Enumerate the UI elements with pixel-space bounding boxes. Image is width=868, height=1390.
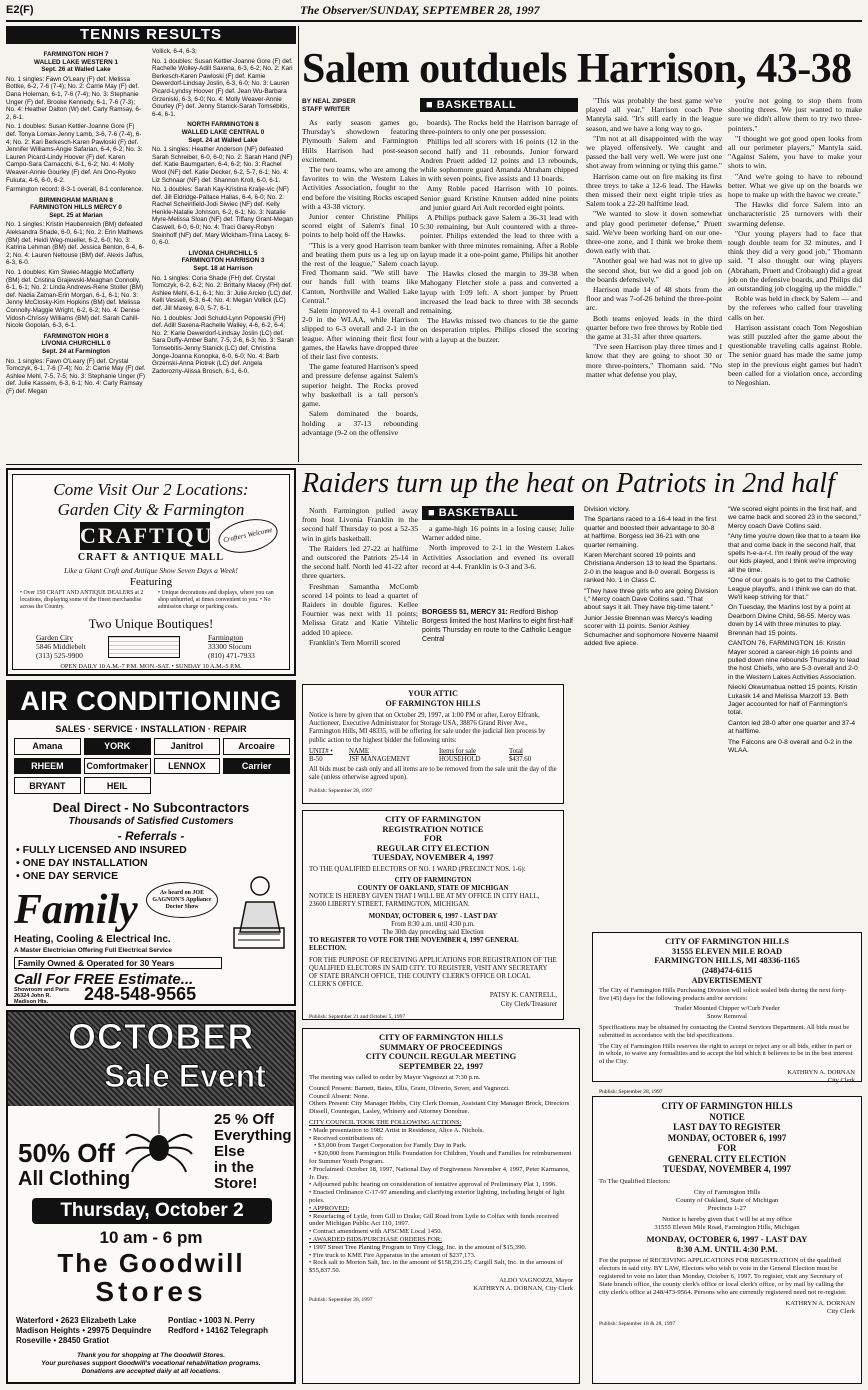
air-master: A Master Electrician Offering Full Electrical Service — [14, 947, 172, 954]
tennis-result-paragraph: No. 1 doubles: Susan Kettler-Joanne Gore (F) def. Rachelle Wolley-Adill Saxena, 6-3, 6-2; No. 2: Kari Berkesch-Karen Pawloski (F) def. Kamie Dewerdorf-Lindsay Joslin, 6-3, 6-0; No. 3: Lauren Picard-Lyndsy Hoover (F) def. Jean Wu-Barbara Grzeniski, 6-3, 6-0; No. 4: Molly Weaver-Annie Gourley (F) def. Jenny Stanick-Sarah Tomsebitis, 6-4, 6-1. — [152, 57, 293, 118]
reg2-publish: Publish: September 18 & 28, 1997 — [599, 1320, 676, 1327]
council-action-item: • Adjourned public hearing on consideration of tentative approval of Preliminary Plat 1, 1996. — [309, 1181, 557, 1189]
story1-paragraph: Salem dominated the boards, holding a 37-13 rebounding advantage (9-2 on the offensive — [302, 409, 418, 437]
craftique-feature-1: • Over 150 CRAFT AND ANTIQUE DEALERS at 2 locations, displaying some of the finest merchandise across the Country. — [20, 590, 144, 610]
story1-column-3 — [586, 96, 722, 462]
story1-paragraph: "And we're going to have to rebound better. What we give up on the boards we hope to make up with the havoc we create." — [728, 171, 862, 200]
council-absent: Council Absent: None. — [309, 1092, 370, 1100]
air-bullets — [16, 844, 187, 883]
loc1-address: 5846 Middlebelt — [36, 642, 86, 651]
air-conditioning-ad — [6, 680, 296, 1006]
story1-byline: BY NEAL ZIPSER STAFF WRITER — [302, 98, 356, 113]
tennis-result-paragraph: No. 1 doubles: Susan Kettler-Joanne Gore (F) def. Tonya Lomax-Jenny Lamb, 3-6, 7-6 (7-4), 6-4; No. 2: Kari Berkesch-Karen Pawloski (F) def. Jennifer Williams-Angie Safarian, 6-4, 6-2; No. 3: Lauren Picard-Lindy Hoover (F) def. Karen Campo-Sara Carnacchi, 6-1, 6-2; No. 4: Molly Weaver-Annie Gourley (F) def. Ani Ono-Ryoko Fukuta, 4-6, 6-0, 6-2. — [6, 123, 143, 184]
story1-section-tag: ■ BASKETBALL — [420, 98, 578, 112]
story2-paragraph: "We scored eight points in the first half, and we came back and scored 23 in the second," Mercy coach Dave Collins said. — [728, 506, 861, 530]
craftique-featuring: Featuring — [129, 576, 173, 588]
story2-paragraph: a game-high 16 points in a losing cause; Julie Warner added nine. — [422, 524, 574, 543]
air-bullet: • ONE DAY INSTALLATION — [16, 857, 148, 869]
story2-paragraph: North improved to 2-1 in the Western Lakes Activities Association and evened its overall record at 4-4. Franklin is 0-3 and 3-6. — [422, 543, 574, 571]
council-took: CITY COUNCIL TOOK THE FOLLOWING ACTIONS: — [309, 1118, 462, 1126]
air-family-logo: Family — [14, 887, 138, 933]
tennis-result-paragraph: No. 1 doubles: Kim Siwiec-Maggie McCafferty (BM) def. Cristina Grajewski-Meaghan Connolly, 6-1, 6-1; No. 2: Linda Andrews-Rene Stoller (BM) def. Nadia Zaman-Erin Morgan, 6-1, 6-1; No. 3: Jenny McClosky-Kim Hopkins (BM) def. Melissa Connolly-Maggie Wright, 6-2, 6-2; No. 4: Denise Vidosh-Chrissy Williams (BM) def. Sarah Cahill-Nicole Gopolan, 6-3, 6-1. — [6, 269, 144, 330]
council-action-item: • APPROVED: — [309, 1204, 350, 1212]
goodwill-50-off: 50% Off — [18, 1138, 115, 1168]
goodwill-25-off: 25 % Off Everything Else in the Store! — [214, 1111, 292, 1192]
bid-body-2: Specifications may be obtained by contacting the Central Services Department. All bids must be submitted in accordance with the bid specifications. — [599, 1023, 850, 1039]
council-action-item: • Fire truck to KME Fire Apparatus in the amount of $237,173. — [309, 1251, 476, 1259]
masthead-rule — [6, 20, 862, 22]
story1-paragraph: "I'm not at all disappointed with the way we played offensively. We caught and passed the ball very well. We were just one shot away from winning or tying this game." — [586, 133, 722, 171]
goodwill-locations-right: Pontiac • 1003 N. Perry Redford • 14162 Telegraph — [168, 1316, 269, 1335]
story1-paragraph: "Another goal we had was not to give up the second shot, but we did a good job on the boards defensively." — [586, 256, 722, 284]
notice-last-day-register — [592, 1096, 862, 1384]
tennis-result-paragraph: No. 1 doubles: Jodi Schuld-Lynn Popowski (FH) def. Adill Saxena-Rachelle Walley, 4-6, 6-2, 6-4; No. 2: Karie Dewerdorf-Lindsay Joslin (LC) def. Sara Duffy-Amber Bahr, 7-5, 2-6, 6-3; No. 3: Sarah Tomsebitis-Jenny Stanick (LC) def. Christina Jonge-Joanna Konopka, 6-0, 6-0; No. 4: Barb Grzenski-Anna Piotrek (LC) def. Angela Zadorozny-Alissa Brosch, 6-1, 6-0. — [152, 314, 294, 375]
map-graphic — [108, 636, 180, 658]
brand-logos — [14, 738, 290, 794]
tennis-title: TENNIS RESULTS — [6, 26, 296, 44]
story1-paragraph: Amy Roble paced Harrison with 10 points. Senior guard Kristine Knutsen added nine points and junior guard Ari Ault recorded eight points. — [420, 184, 578, 212]
tennis-result-paragraph: Farmington record: 8-3-1 overall, 8-1 conference. — [6, 186, 144, 194]
story1-column-2 — [420, 118, 578, 460]
notice-council-summary — [302, 1028, 580, 1384]
council-called: The meeting was called to order by Mayor Vagnozzi at 7:30 p.m. — [309, 1074, 481, 1081]
story2-borgess — [422, 608, 574, 682]
attic-col-items: Items for sale — [439, 747, 476, 755]
bid-body-3: The City of Farmington Hills reserves the right to accept or reject any or all bids, either in part or in whole, to waive any formalities and to accept the bid which it believes to be in the best interest of the City. — [599, 1042, 853, 1066]
attic-table-header — [309, 748, 557, 756]
air-thousands: Thousands of Satisfied Customers — [68, 816, 234, 827]
craftique-sub: CRAFT & ANTIQUE MALL — [77, 552, 225, 563]
notice-your-attic — [302, 684, 564, 804]
reg1-date: MONDAY, OCTOBER 6, 1997 - LAST DAY — [368, 912, 498, 920]
air-bullet: • ONE DAY SERVICE — [16, 870, 119, 882]
story1-paragraph: Harrison made 14 of 48 shots from the floor and was 7-of-26 behind the three-point arc. — [586, 285, 722, 313]
goodwill-ad — [6, 1010, 296, 1384]
loc2-name: Farmington — [208, 633, 243, 642]
story1-paragraph: "Our young players had to face that tough double team for 32 minutes, and I think they did a very good job," Thomann said. "I also thought our wing players (Abraham, Pruett and Crobaugh) did a great job on the defensive boards, and Philips did an outstanding job clogging up the middle." — [728, 228, 862, 294]
bid-signature: KATHRYN A. DORNAN City Clerk — [787, 1068, 855, 1084]
council-action-item: • $3,000 from Target Corporation for Family Day in Park. — [309, 1142, 467, 1150]
brand-logo: Arcoaire — [223, 738, 290, 755]
attic-publish: Publish: September 28, 1997 — [309, 787, 373, 794]
attic-cell-name: JSF MANAGEMENT — [349, 756, 410, 764]
tennis-result-paragraph: No. 1 singles: Fawn O'Leary (F) def. Melissa Bottke, 6-2, 7-6 (7-4); No. 2: Carrie May (F) def. Dana Holeman, 6-1, 7-6 (7-4); No. 3: Stephanie Unger (F) def. Brooke Kennedy, 6-1, 7-6 (7-3); No. 4: Heather Dalton (W) def. Carly Ramsay, 6-2, 6-1. — [6, 75, 141, 121]
council-action-list — [309, 1127, 573, 1275]
loc1-phone: (313) 525-9900 — [36, 651, 83, 660]
tennis-result-paragraph: No. 1 singles: Fawn O'Leary (F) def. Crystal Tomczyk, 6-1, 7-6 (7-4); No. 2: Carrie May (F) def. Ashlee Mehl, 7-5, 7-5; No. 3: Stephanie Unger (F) def. Julie Kassem, 6-3, 6-1; No. 4: Carly Ramsay (F) def. Megan — [6, 357, 146, 395]
tennis-result-paragraph: LIVONIA CHURCHILL 5 FARMINGTON HARRISON 3 Sept. 18 at Harrison — [181, 249, 265, 273]
story1-headline: Salem outduels Harrison, 43-38 — [302, 46, 852, 92]
air-deal: Deal Direct - No Subcontractors — [52, 800, 250, 815]
reg2-body: For the purpose of RECEIVING APPLICATIONS FOR REGISTRATION of the qualified electors in said city. BY LAW, Electors who wish to vote in the General Election must be registered to vote no later than Monday, October 6, 1997. To register, visit any Secretary of State branch office, the county clerk's office or local clerk's office, or by mail by calling the city clerk's office at 248/473-9564. Persons who are currently registered need not re-register. — [599, 1256, 847, 1296]
goodwill-clothing: All Clothing — [18, 1168, 131, 1190]
council-publish: Publish: September 28, 1997 — [309, 1296, 373, 1303]
story2-section-tag: ■ BASKETBALL — [422, 506, 574, 520]
story1-paragraph: The Hawks missed two chances to tie the game on desperation triples. Philips closed the scoring with a layup at the buzzer. — [420, 316, 578, 344]
story2-borgess-text: Redford Bishop Borgess limited the host Marlins to eight first-half points Thursday en route to the Catholic League Central — [422, 609, 573, 643]
story1-paragraph: As early season games go, Thursday's showdown featuring Plymouth Salem and Farmington Hills Harrison had post-season excitement. — [302, 118, 418, 164]
story1-paragraph: A Philips putback gave Salem a 36-31 lead with 5:30 remaining, but Ault countered with a three-pointer. Philips extended the lead to three with a banker with three minutes remaining. After a Roble layup made it a one-point game, Philips hit another layup. — [420, 213, 578, 269]
goodwill-time: 10 am - 6 pm — [99, 1228, 203, 1247]
loc2-phone: (810) 471-7933 — [208, 651, 255, 660]
reg2-signature: KATHRYN A. DORNAN City Clerk — [785, 1299, 855, 1315]
goodwill-october: OCTOBER — [68, 1016, 255, 1057]
story1-paragraph: Salem improved to 4-1 overall and 2-0 in the WLAA, while Harrison slipped to 6-3 overall and 2-1 in the league. After winning their first four games, the Hawks have dropped three of their last five contests. — [302, 306, 418, 362]
story2-paragraph: Karen Merchant scored 19 points and Christiana Anderson 13 to lead the Spartans. 2-0 in the league and 8-0 overall. Borgess is ranked No. 1 in Class C. — [584, 552, 718, 585]
council-signature: ALDO VAGNOZZI, Mayor KATHRYN A. DORNAN, City Clerk — [473, 1276, 573, 1292]
air-owned: Family Owned & Operated for 30 Years — [14, 957, 222, 969]
air-services: SALES · SERVICE · INSTALLATION · REPAIR — [55, 724, 247, 734]
air-bullet: • FULLY LICENSED AND INSURED — [16, 844, 187, 856]
story2-borgess-head: BORGESS 51, MERCY 31: — [422, 609, 508, 616]
brand-logo: Carrier — [223, 758, 290, 775]
craftique-logo: CRAFTIQUE — [80, 523, 231, 548]
council-action-item: • Enacted Ordinance C-17-97 amending and clarifying exterior lighting, including height of light poles. — [309, 1189, 567, 1204]
loc1-name: Garden City — [36, 633, 73, 642]
craftique-badge: Crafters Welcome — [215, 514, 280, 558]
story2-paragraph: Franklin's Tern Morrill scored — [309, 637, 401, 647]
council-action-item: • Contract amendment with AFSCME Local 1450. — [309, 1228, 443, 1236]
story1-paragraph: Harrison assistant coach Tom Negoshian was still puzzled after the game about the questionable traveling calls against Roble. The senior guard has made the same jump step in the previous eight games but hadn't been called for a violation once, according to Negoshian. — [728, 322, 862, 388]
reg1-publish: Publish: September 21 and October 5, 1997 — [309, 1013, 406, 1020]
bid-publish: Publish: September 28, 1997 — [599, 1088, 663, 1095]
attic-footer: All bids must be cash only and all items are to be removed from the sale unit the day of the sale (unless otherwise agreed upon). — [309, 766, 557, 782]
brand-logo: Comfortmaker — [84, 758, 151, 775]
air-title: AIR CONDITIONING — [8, 682, 294, 720]
story2-paragraph: On Tuesday, the Marlins lost by a point at Dearborn Divine Child, 56-55. Mercy was down by 14 with three minutes to play. Brennan had 15 points. — [728, 604, 851, 637]
story1-paragraph: "This was probably the best game we've played all year," Harrison coach Pete Mantyla said. "It's still early in the league season, and we have a long way to go. — [586, 96, 722, 133]
bid-title: CITY OF FARMINGTON HILLS 31555 ELEVEN MILE ROAD FARMINGTON HILLS, MI 48336-1165 (248)474-6115 — [654, 936, 800, 975]
story1-column-4 — [728, 96, 862, 462]
air-showroom: Showroom and Parts 26324 John R. Madison Hts. — [14, 987, 70, 1005]
attic-col-unit: UNIT# • — [309, 747, 333, 755]
tennis-result-paragraph: No. 1 singles: Coria Shade (FH) def. Crystal Tomczyk, 6-2, 6-2; No. 2: Brittany Macey (FH) def. Ashlee Mehl, 6-1, 6-1; No. 3: Julie Arcieo (LC) def. Kelli Vessell, 6-3, 6-4; No. 4: Megan Vollick (LC) def. Jill Maxey, 6-0, 5-7, 6-1. — [152, 274, 293, 312]
story2-paragraph: North Farmington pulled away from host Livonia Franklin in the second half Thursday to post a 52-35 win in girls basketball. — [302, 506, 418, 543]
story1-paragraph: "We wanted to slow it down somewhat and play good perimeter defense," Pruett said. We've been working hard on our one-three-one zone, and I think we broke them down early with that. — [586, 209, 722, 256]
tennis-result-paragraph: FARMINGTON HIGH 7 WALLED LAKE WESTERN 1 Sept. 26 at Walled Lake — [34, 51, 118, 74]
council-action-item: • $20,000 from Farmington Hills Foundation for Children, Youth and Families for reimbursement for Summer Youth Program. — [309, 1150, 574, 1165]
story1-paragraph: Roble was held in check by Salem — and by the referees who called four traveling calls on her. — [728, 294, 862, 322]
story2-paragraph: "One of our goals is to get to the Catholic League playoffs, and I think we can do that. We'll keep striving for that." — [728, 577, 857, 602]
goodwill-thanks: Thank you for shopping at The Goodwill Stores. Your purchases support Goodwill's vocational rehabilitation programs. Donations are accepted daily at all locations. — [41, 1352, 261, 1375]
attic-cell-items: HOUSEHOLD — [439, 756, 481, 764]
story2-section-label: BASKETBALL — [438, 507, 519, 519]
story2-paragraph: The Spartans raced to a 16-4 lead in the first quarter and boosted their advantage to 30-8 at halftime. Borgess led 36-21 with one quarter remaining. — [584, 516, 717, 549]
tennis-result-paragraph: BIRMINGHAM MARIAN 8 FARMINGTON HILLS MERCY 0 Sept. 25 at Marian — [30, 196, 122, 219]
notice-bid-advertisement — [592, 932, 862, 1095]
air-phone: 248-548-9565 — [84, 984, 197, 1004]
reg2-notice: Notice is hereby given that I will be at my office 31555 Eleven Mile Road, Farmington Hills, Michigan — [654, 1215, 800, 1231]
story1-paragraph: "I thought we got good open looks from all our perimeter players," Mantyla said. "Against Salem, you have to make your shots to win. — [728, 133, 862, 171]
reg1-hours: From 8:30 a.m. until 4:30 p.m. The 30th day preceding said Election — [382, 920, 484, 936]
brand-logo: HEIL — [84, 777, 151, 794]
bid-body-1: The City of Farmington Hills Purchasing Division will solicit sealed bids during the next forty-five (45) days for the following products and/or services: — [599, 986, 847, 1002]
bid-item: Trailer Mounted Chipper w/Curb Feeder Snow Removal — [674, 1005, 780, 1021]
attic-table-row — [309, 756, 557, 764]
story2-column-4 — [728, 506, 862, 806]
tennis-column-2 — [152, 48, 294, 460]
story1-paragraph: "This is a very good Harrison team and beating them puts us a leg up on the rest of the league," Salem coach Fred Thomann said. "We still have our hands full with teams like Canton, Northville and Walled Lake Central." — [302, 240, 418, 305]
craftique-line1: Come Visit Our 2 Locations: — [53, 480, 249, 499]
story2-paragraph: Niecki Okwumabua netted 15 points, Kristin Lukasik 14 and Melissa Marzolf 13. Beth Jager accounted for half of Farmington's total. — [728, 684, 858, 717]
air-referrals: - Referrals - — [117, 829, 185, 843]
tennis-result-paragraph: FARMINGTON HIGH 8 LIVONIA CHURCHILL 0 Sept. 24 at Farmington — [41, 332, 111, 355]
attic-cell-total: $437.60 — [509, 756, 532, 764]
story1-paragraph: Junior center Christine Philips scored eight of Salem's final 10 points to help hold off the Hawks. — [302, 212, 418, 240]
story2-paragraph: The Raiders led 27-22 at halftime and outscored the Patriots 25-14 in the second half. North led 41-22 after three quarters. — [302, 543, 418, 581]
craftique-ad — [6, 468, 296, 676]
craftique-line2: Garden City & Farmington — [57, 500, 245, 519]
craftique-hours: OPEN DAILY 10 A.M.-7 P.M. MON.-SAT. • SUNDAY 10 A.M.-5 P.M. — [60, 663, 242, 670]
brand-logo: LENNOX — [154, 758, 221, 775]
air-company: Heating, Cooling & Electrical Inc. — [14, 934, 171, 945]
goodwill-name: The Goodwill — [57, 1248, 245, 1278]
goodwill-stores: Stores — [95, 1276, 207, 1307]
brand-logo: BRYANT — [14, 777, 81, 794]
story1-section-label: BASKETBALL — [436, 99, 517, 111]
reg2-city: City of Farmington Hills County of Oakland, State of Michigan Precincts 1-27 — [675, 1188, 779, 1212]
attic-col-name: NAME — [349, 747, 370, 755]
council-title: CITY OF FARMINGTON HILLS SUMMARY OF PROCEEDINGS CITY COUNCIL REGULAR MEETING SEPTEMBER 22, 1997 — [365, 1032, 517, 1071]
story2-column-2 — [422, 524, 574, 604]
story1-paragraph: The Hawks closed the margin to 39-38 when Mahogany Fletcher stole a pass and converted a layup with 1:09 left. A short jumper by Pruett increased the lead back to three with 38 seconds remaining. — [420, 269, 578, 316]
story1-paragraph: "I've seen Harrison play three times and I know that they are going to shoot 30 or more three-pointers," Thomann said. "No matter what defense you play, — [586, 342, 722, 379]
craftique-feature-2: • Unique decorations and displays, where you can shop unhurried, at times convenient to you. • No admission charge or parking costs. — [158, 590, 274, 610]
spider-icon — [124, 1108, 194, 1180]
reg1-purpose: FOR THE PURPOSE OF RECEIVING APPLICATIONS FOR REGISTRATION OF THE QUALIFIED ELECTORS IN SAID CITY. TO REGISTER, VISIT ANY SECRETARY OF STATE BRANCH OFFICE, THE COUNTY CLERK'S OFFICE OR LOCAL CLERK'S OFFICE. — [309, 956, 557, 989]
story2-paragraph: Freshman Samantha McComb scored 14 points to lead a quartet of Raiders in double figures. Kellee Fournier was next with 11 points; Melissa Gratz and Katie Vihtelic added 10 apiece. — [302, 581, 418, 637]
reg2-date: MONDAY, OCTOBER 6, 1997 - LAST DAY 8:30 A.M. UNTIL 4:30 P.M. — [646, 1233, 808, 1254]
reg1-title: CITY OF FARMINGTON REGISTRATION NOTICE FOR REGULAR CITY ELECTION TUESDAY, NOVEMBER 4, 1997 — [372, 814, 494, 862]
story1-paragraph: The two teams, who are among the favorites to win the Western Lakes Activities Association, fought to the end before the visiting Rocks escaped with a 43-38 victory. — [302, 165, 418, 211]
story2-paragraph: "Any time you're down like that to a team like that and come back in the second half, that spells h-e-a-r-t. I'm really proud of the way our kids played, and I think we're improving all the time. — [728, 533, 861, 574]
reg1-city: CITY OF FARMINGTON COUNTY OF OAKLAND, STATE OF MICHIGAN — [357, 876, 509, 892]
attic-col-total: Total — [509, 747, 523, 755]
story2-paragraph: "They have three girls who are going Division I," Mercy coach Dave Collins said. "That about says it all. They have big-time talent." — [584, 587, 718, 612]
tennis-result-paragraph: No. 1 doubles: Sarah Kay-Kristina Kralje-vic (NF) def. Jill Eldridge-Pallace Hallas, 6-4, 6-0; No. 2: Rachel Scheinfield-Jodi Siwiec (NF) def. Kelly Henkle-Natalie Johnson, 6-2, 6-1; No. 3: Natalie Myre-Melissa Sloan (NF) def. Tiffany Grant-Megan Caswell, 6-0, 6-0; No. 4: Traci Garey-Robyn Steinhoff (NF) def. Mary Wickham-Trina Lacey, 6-0, 6-0. — [152, 186, 293, 247]
bid-sub: ADVERTISEMENT — [691, 976, 763, 985]
council-action-item: • Proclaimed: October 18, 1997, National Day of Forgiveness November 4, 1997, Peter Karmanos, Jr. Day. — [309, 1165, 572, 1181]
goodwill-date: Thursday, October 2 — [32, 1198, 272, 1224]
council-present: Council Present: Barnett, Bates, Ellis, Grant, Oliverio, Sover, and Vagnozzi. — [309, 1084, 510, 1092]
council-action-item: • Received contributions of: — [309, 1134, 383, 1142]
story2-paragraph: Canton led 28-0 after one quarter and 37-4 at halftime. — [728, 719, 856, 736]
council-action-item: • Made presentation to 1982 Artist in Residence, Alice A. Nichols. — [309, 1126, 484, 1134]
council-action-item: • Resurfacing of Lytle, from Gill to Drake; Gill Road from Lytle to Colfax with funds received under Michigan Public Act 110, 1997. — [309, 1212, 561, 1228]
tennis-result-paragraph: No. 1 singles: Heather Anderson (NF) defeated Sarah Schreiber, 6-0, 6-0; No. 2: Sarah Hand (NF) def. Katie Baumgarten, 6-4, 6-2; No. 3: Rachel Wool (NF) def. Katie Decker, 6-2, 5-7, 6-1; No. 4: Liz Schnaar (NF) def. Shannon Kroll, 6-0, 6-1. — [152, 146, 293, 184]
craftique-tagline: Like a Giant Craft and Antique Show Seven Days a Week! — [64, 566, 238, 575]
reg1-to: TO THE QUALIFIED ELECTORS OF NO. 1 WARD (PRECINCT NOS. 1-6): — [309, 865, 526, 873]
tennis-result-paragraph: Vollick, 6-4, 6-3; — [152, 48, 197, 55]
brand-logo: Amana — [14, 738, 81, 755]
reg2-to: To The Qualified Electors: — [599, 1177, 671, 1185]
craftique-location-2 — [208, 633, 255, 660]
brand-logo: YORK — [84, 738, 151, 755]
tennis-result-paragraph: No. 1 singles: Kristin Haubenreich (BM) defeated Aleksandra Shade, 6-0, 6-1; No. 2: Erin Mathews (BM) def. Heidi Weg-mueller, 6-2, 6-0; No. 3: Katrina Lehman (BM) def. Jessica Benton, 6-4, 6-2; No. 4: Lauren Neltouse (BM) def. Alexis Jaffus, 6-3, 6-0. — [6, 221, 145, 267]
masthead: The Observer/SUNDAY, SEPTEMBER 28, 1997 — [300, 3, 540, 17]
story2-column-1 — [302, 506, 418, 682]
attic-title: YOUR ATTIC OF FARMINGTON HILLS — [385, 689, 481, 708]
story1-paragraph: you're not going to stop them from shooting threes. We just wanted to make sure we didn't allow them to try two three-pointers." — [728, 96, 862, 133]
story1-column-1 — [302, 118, 418, 460]
council-others: Others Present: City Manager Hebbs, City Clerk Dornan, Assistant City Manager Brock, Directors Dissell, Countegan, Lasley, Whinery and Attorney Donohue. — [309, 1100, 570, 1116]
craftique-boutiques: Two Unique Boutiques! — [88, 616, 214, 631]
air-call: Call For FREE Estimate... — [14, 971, 194, 988]
story1-paragraph: Both teams enjoyed leads in the third quarter before two free throws by Roble tied the game at 31-31 after three quarters. — [586, 313, 722, 342]
air-as-heard-badge: As heard on JOE GAGNON'S Appliance Doctor Show — [146, 882, 218, 918]
council-action-item: • AWARDED BIDS/PURCHASE ORDERS FOR: — [309, 1235, 442, 1243]
story2-column-3 — [584, 506, 720, 682]
page-code: E2(F) — [6, 4, 34, 16]
reg1-signature: PATSY K. CANTRELL, City Clerk/Treasurer — [489, 992, 557, 1008]
story2-paragraph: Junior Jessie Brennan was Mercy's leading scorer with 11 points. Senior Ashley Schumacher and sophomore Noverre Naamil added five apiece. — [584, 614, 719, 648]
reg1-notice: NOTICE IS HEREBY GIVEN THAT I WILL BE AT MY OFFICE IN CITY HALL, 23600 LIBERTY STREET, FARMINGTON, MICHIGAN. — [309, 893, 540, 909]
story1-paragraph: The game featured Harrison's speed and pressure defense against Salem's superior height. The Rocks proved why basketball is a tall person's game. — [302, 362, 418, 409]
brand-logo: Janitrol — [154, 738, 221, 755]
story2-paragraph: CANTON 76, FARMINGTON 16: Kristin Mayer scored a career-high 16 points and pulled down nine rebounds Thursday to lead the host Chiefs, who are 5-3 overall and 2-0 in the Western Lakes Activities Association. — [728, 640, 860, 681]
column-divider — [298, 26, 299, 462]
story2-paragraph: Division victory. — [584, 506, 630, 513]
story2-paragraph: The Falcons are 0-8 overall and 0-2 in the WLAA. — [728, 738, 853, 754]
story1-paragraph: Harrison came out on fire making its first three treys to take a 12-6 lead. The Hawks then missed their next eight triple tries as Salem took a 22-20 halftime lead. — [586, 171, 722, 209]
story1-paragraph: Phillips led all scorers with 16 points (12 in the second half) and 11 rebounds. Junior forward Andren Pruett added 12 points and 13 rebounds, while sophomore guard Amanda Abraham chipped in with seven points, five assists and 11 boards. — [420, 137, 578, 184]
story1-paragraph: boards). The Rocks held the Harrison barrage of three-pointers to only one per possession. — [420, 118, 578, 137]
story2-headline: Raiders turn up the heat on Patriots in 2nd half — [302, 468, 835, 499]
goodwill-locations-left: Waterford • 2623 Elizabeth Lake Madison Heights • 29975 Dequindre Roseville • 28450 Gratiot — [16, 1316, 152, 1345]
reg1-to-register: TO REGISTER TO VOTE FOR THE NOVEMBER 4, 1997 GENERAL ELECTION. — [309, 937, 519, 953]
brand-logo: RHEEM — [14, 758, 81, 775]
loc2-address: 33300 Slocum — [208, 642, 252, 651]
section-rule — [6, 464, 862, 465]
story1-paragraph: The Hawks did force Salem into an uncharacteristic 25 turnovers with their swarming defense. — [728, 200, 862, 228]
tennis-column-1 — [6, 48, 146, 460]
attic-cell-unit: B-50 — [309, 756, 323, 764]
council-action-item: • Rock salt to Morton Salt, Inc. in the amount of $158,231.25; Cargill Salt, Inc. in the amount of $55,837.50. — [309, 1259, 565, 1275]
goodwill-sale: Sale Event — [104, 1058, 266, 1094]
attic-body: Notice is here by given that on October 29, 1997, at 1:00 PM or after, Leroy Elfrank, Auctioneer, Executive Administrator for Storage USA, 38876 Grand River Ave., Farmington Hills, MI 48335, will be offering for sale under the judicial lien process by public action to the highest bidder the following units: — [309, 712, 546, 744]
notice-farmington-registration — [302, 810, 564, 1020]
technician-illustration — [226, 872, 290, 950]
tennis-result-paragraph: NORTH FARMINGTON 8 WALLED LAKE CENTRAL 0 Sept. 24 at Walled Lake — [181, 121, 265, 144]
craftique-location-1 — [36, 633, 86, 660]
reg2-title: CITY OF FARMINGTON HILLS NOTICE LAST DAY TO REGISTER MONDAY, OCTOBER 6, 1997 FOR GENERAL CITY ELECTION TUESDAY, NOVEMBER 4, 1997 — [661, 1101, 793, 1174]
council-action-item: • 1997 Street Tree Planting Program to Troy Clogg, Inc. in the amount of $15,390. — [309, 1243, 527, 1251]
